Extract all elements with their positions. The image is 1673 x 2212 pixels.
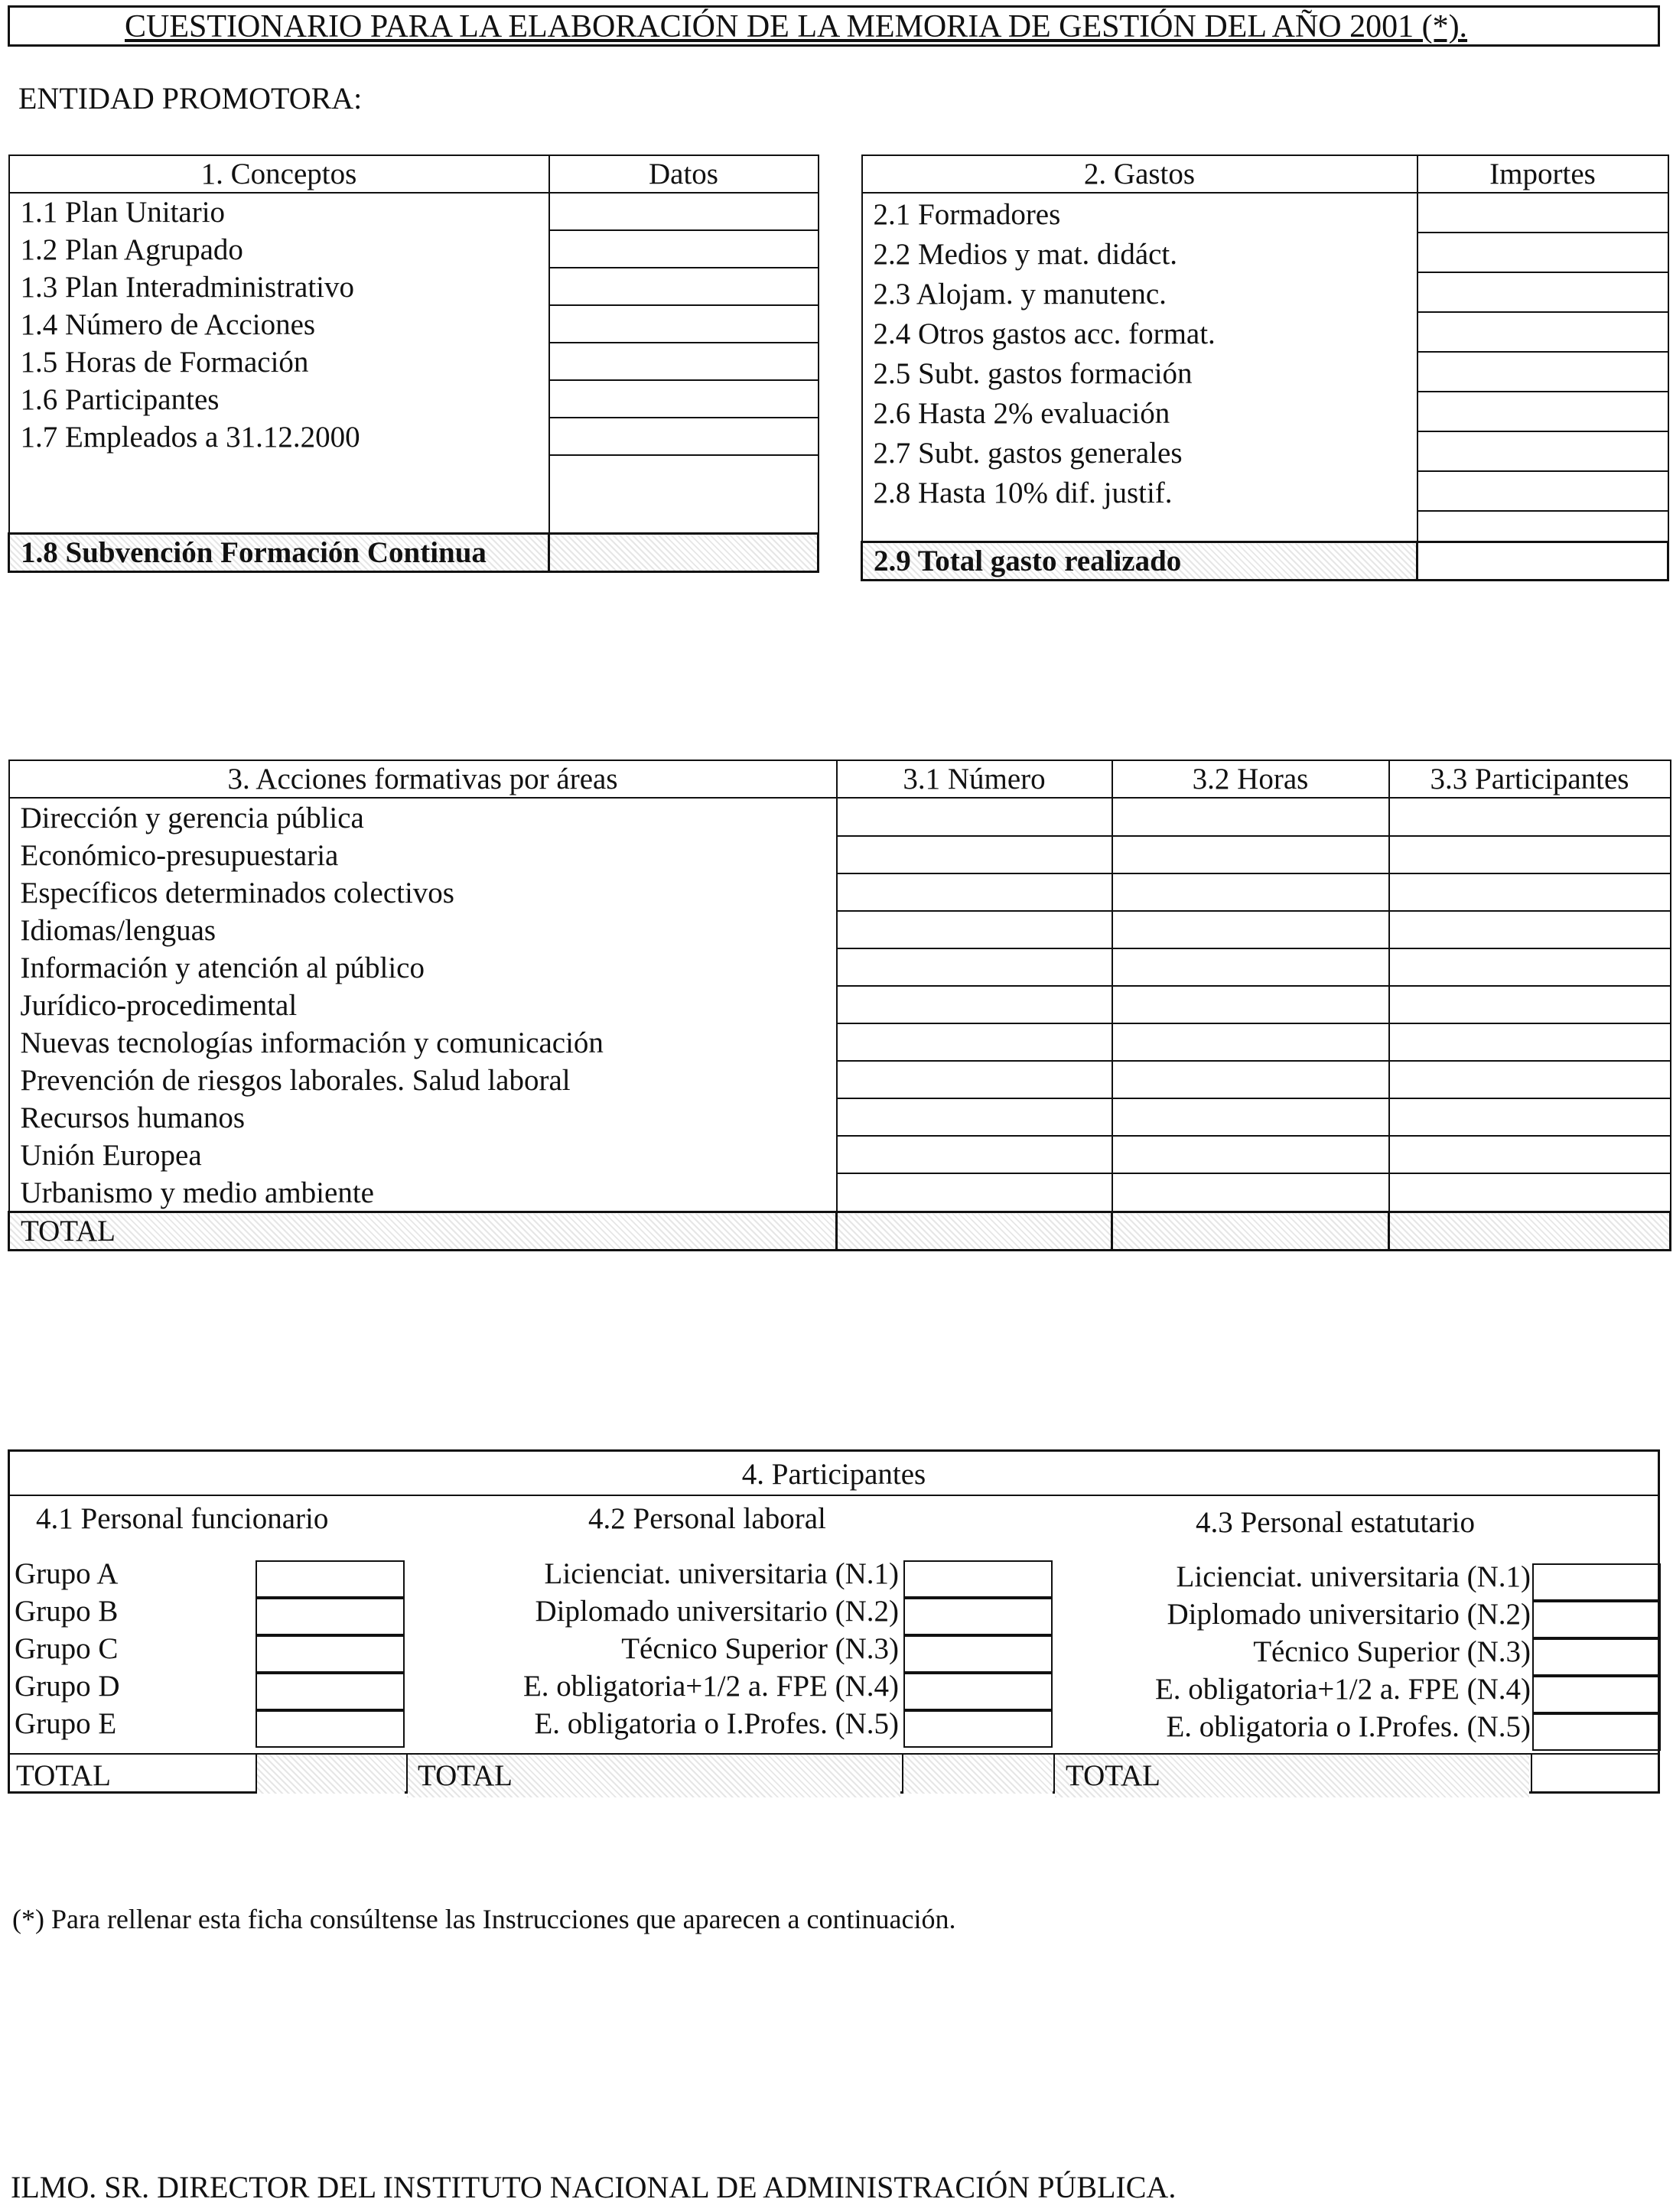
section3-cell[interactable] [837,948,1112,986]
section2-col-importes: Importes [1417,155,1668,193]
group-input-e[interactable] [256,1710,405,1748]
section2-input-8[interactable] [1417,471,1668,511]
section3-cell[interactable] [1389,873,1671,911]
section3-cell[interactable] [1112,1173,1389,1212]
section3-table [8,760,1671,1251]
section3-cell[interactable] [1389,1023,1671,1061]
section3-cell[interactable] [837,1098,1112,1136]
section1-table [8,155,819,573]
section3-row: Económico-presupuestaria [9,836,837,873]
section3-cell[interactable] [1389,1098,1671,1136]
section3-row: Unión Europea [9,1136,837,1173]
section3-cell[interactable] [837,986,1112,1023]
section3-row: Idiomas/lenguas [9,911,837,948]
section1-total-label: 1.8 Subvención Formación Continua [9,534,549,572]
section3-total-label: TOTAL [9,1212,837,1251]
divider [256,1753,257,1794]
section3-col-numero: 3.1 Número [837,760,1112,798]
section4-sub-funcionario: 4.1 Personal funcionario [36,1502,329,1535]
laboral-level-label: E. obligatoria+1/2 a. FPE (N.4) [522,1670,899,1703]
section3-row: Urbanismo y medio ambiente [9,1173,837,1212]
entity-label: ENTIDAD PROMOTORA: [18,81,363,115]
section3-cell[interactable] [1112,986,1389,1023]
section3-cell[interactable] [837,1061,1112,1098]
section1-input-3[interactable] [549,268,819,305]
section1-input-1[interactable] [549,193,819,230]
section3-cell[interactable] [1112,836,1389,873]
section3-row: Dirección y gerencia pública [9,798,837,836]
section3-cell[interactable] [1389,1061,1671,1098]
section3-total-horas[interactable] [1112,1212,1389,1251]
section2-row: 2.2 Medios y mat. didáct. [862,233,1417,272]
estatutario-level-label: Diplomado universitario (N.2) [1167,1598,1531,1631]
section3-cell[interactable] [1112,1136,1389,1173]
section1-row: 1.7 Empleados a 31.12.2000 [9,418,549,455]
section2-spacer [862,511,1417,542]
section3-cell[interactable] [1112,911,1389,948]
addressee: ILMO. SR. DIRECTOR DEL INSTITUTO NACIONAL DE ADMINISTRACIÓN PÚBLICA. [11,2170,1177,2204]
section4-sub-estatutario: 4.3 Personal estatutario [1196,1506,1475,1539]
section2-row: 2.6 Hasta 2% evaluación [862,392,1417,431]
section2-table [861,155,1669,581]
section2-input-6[interactable] [1417,392,1668,431]
section2-total-input[interactable] [1417,542,1668,581]
section1-input-6[interactable] [549,380,819,418]
section2-input-4[interactable] [1417,312,1668,352]
laboral-input-n3[interactable] [903,1635,1053,1673]
estatutario-total-input[interactable] [1532,1755,1661,1794]
section3-cell[interactable] [837,911,1112,948]
estatutario-level-label: E. obligatoria o I.Profes. (N.5) [1166,1710,1531,1743]
section3-cell[interactable] [837,836,1112,873]
section3-cell[interactable] [837,1023,1112,1061]
section2-input-7[interactable] [1417,431,1668,471]
section3-row: Nuevas tecnologías información y comunicación [9,1023,837,1061]
section3-col-participantes: 3.3 Participantes [1389,760,1671,798]
section2-row: 2.4 Otros gastos acc. format. [862,312,1417,352]
laboral-level-label: Licienciat. universitaria (N.1) [544,1557,899,1590]
section2-input-5[interactable] [1417,352,1668,392]
section2-row: 2.1 Formadores [862,193,1417,233]
section3-cell[interactable] [1112,873,1389,911]
section1-row: 1.2 Plan Agrupado [9,230,549,268]
section4-panel [8,1449,1660,1794]
footnote: (*) Para rellenar esta ficha consúltense las Instrucciones que aparecen a continuación. [12,1904,956,1934]
group-label: Grupo C [15,1632,119,1665]
section3-col-horas: 3.2 Horas [1112,760,1389,798]
form-title-box [8,5,1660,47]
laboral-level-label: E. obligatoria o I.Profes. (N.5) [534,1707,899,1740]
section3-cell[interactable] [837,1136,1112,1173]
section2-input-spacer[interactable] [1417,511,1668,542]
estatutario-input-n2[interactable] [1532,1601,1661,1638]
section3-cell[interactable] [1389,836,1671,873]
group-label: Grupo B [15,1595,119,1628]
estatutario-level-label: E. obligatoria+1/2 a. FPE (N.4) [1154,1673,1531,1706]
section3-cell[interactable] [1389,948,1671,986]
group-input-c[interactable] [256,1635,405,1673]
section3-cell[interactable] [837,798,1112,836]
section2-row: 2.8 Hasta 10% dif. justif. [862,471,1417,511]
section3-cell[interactable] [837,1173,1112,1212]
divider [902,1753,903,1794]
section3-total-numero[interactable] [837,1212,1112,1251]
section1-header: 1. Conceptos [9,155,549,193]
laboral-input-n1[interactable] [903,1560,1053,1598]
section2-row: 2.7 Subt. gastos generales [862,431,1417,471]
section1-row: 1.6 Participantes [9,380,549,418]
section1-row: 1.4 Número de Acciones [9,305,549,343]
estatutario-input-n4[interactable] [1532,1676,1661,1713]
section3-cell[interactable] [1112,1098,1389,1136]
section2-header: 2. Gastos [862,155,1417,193]
section1-input-7[interactable] [549,418,819,455]
section1-row: 1.5 Horas de Formación [9,343,549,380]
section3-cell[interactable] [1389,1136,1671,1173]
laboral-level-label: Diplomado universitario (N.2) [535,1595,899,1628]
section2-row: 2.5 Subt. gastos formación [862,352,1417,392]
section1-spacer [9,455,549,534]
section3-cell[interactable] [1389,911,1671,948]
section4-header: 4. Participantes [10,1452,1658,1496]
section2-input-2[interactable] [1417,233,1668,272]
laboral-input-n2[interactable] [903,1598,1053,1635]
laboral-level-label: Técnico Superior (N.3) [621,1632,899,1665]
section1-col-datos: Datos [549,155,819,193]
section1-input-spacer[interactable] [549,455,819,534]
laboral-input-n4[interactable] [903,1673,1053,1710]
section3-cell[interactable] [837,873,1112,911]
section3-cell[interactable] [1112,948,1389,986]
section3-total-participantes[interactable] [1389,1212,1671,1251]
estatutario-total-label: TOTAL [1055,1755,1529,1797]
section3-cell[interactable] [1389,986,1671,1023]
section3-cell[interactable] [1389,798,1671,836]
estatutario-level-label: Licienciat. universitaria (N.1) [1176,1560,1531,1593]
section1-input-2[interactable] [549,230,819,268]
section3-row: Información y atención al público [9,948,837,986]
section1-row: 1.3 Plan Interadministrativo [9,268,549,305]
section2-input-3[interactable] [1417,272,1668,312]
group-input-a[interactable] [256,1560,405,1598]
group-input-b[interactable] [256,1598,405,1635]
section3-header: 3. Acciones formativas por áreas [9,760,837,798]
estatutario-input-n1[interactable] [1532,1563,1661,1601]
divider [1531,1753,1532,1794]
section4-total-row [10,1753,1658,1795]
estatutario-level-label: Técnico Superior (N.3) [1253,1635,1531,1668]
group-input-d[interactable] [256,1673,405,1710]
funcionario-total-label: TOTAL [16,1759,111,1792]
estatutario-input-n3[interactable] [1532,1638,1661,1676]
section3-cell[interactable] [1389,1173,1671,1212]
group-label: Grupo D [15,1670,120,1703]
section1-input-5[interactable] [549,343,819,380]
divider [406,1753,408,1794]
group-label: Grupo E [15,1707,117,1740]
section2-input-1[interactable] [1417,193,1668,233]
section1-total-input[interactable] [549,534,819,572]
group-label: Grupo A [15,1557,119,1590]
funcionario-total-input[interactable] [256,1755,405,1794]
section2-row: 2.3 Alojam. y manutenc. [862,272,1417,312]
section2-total-label: 2.9 Total gasto realizado [862,542,1417,581]
section4-sub-laboral: 4.2 Personal laboral [588,1502,826,1535]
section3-row: Jurídico-procedimental [9,986,837,1023]
section3-row: Específicos determinados colectivos [9,873,837,911]
section3-cell[interactable] [1112,798,1389,836]
estatutario-input-n5[interactable] [1532,1713,1661,1751]
section1-row: 1.1 Plan Unitario [9,193,549,230]
laboral-input-n5[interactable] [903,1710,1053,1748]
laboral-total-label: TOTAL [407,1755,900,1797]
section3-row: Recursos humanos [9,1098,837,1136]
section3-cell[interactable] [1112,1023,1389,1061]
section3-cell[interactable] [1112,1061,1389,1098]
section1-input-4[interactable] [549,305,819,343]
form-title: CUESTIONARIO PARA LA ELABORACIÓN DE LA MEMORIA DE GESTIÓN DEL AÑO 2001 (*). [125,9,1468,44]
section3-row: Prevención de riesgos laborales. Salud laboral [9,1061,837,1098]
divider [1053,1753,1055,1794]
laboral-total-input[interactable] [903,1755,1053,1794]
